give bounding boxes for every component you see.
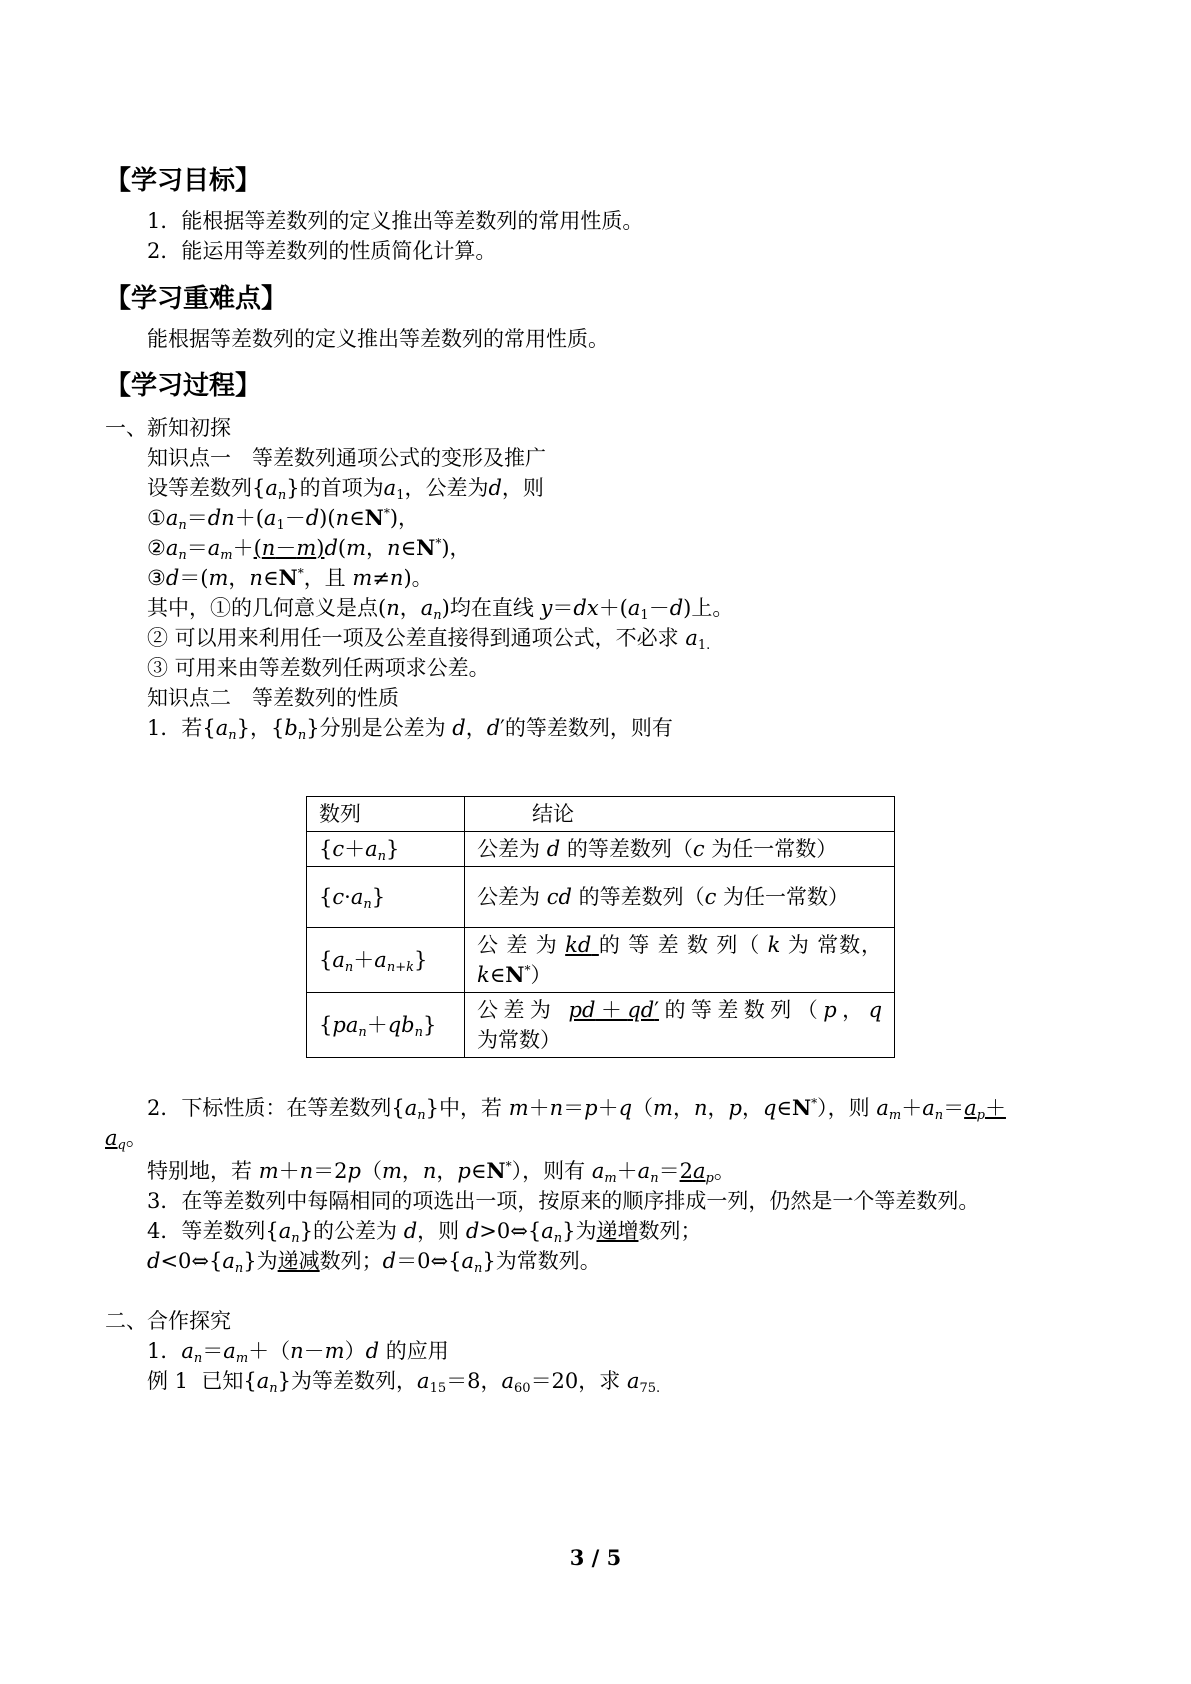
- property-4-cont: $d<0\Leftrightarrow\{a_n\}$为递减数列；$d=0\Leftrightarrow\{a_n\}$为常数列。: [147, 1249, 601, 1276]
- property-3: 3．在等差数列中每隔相同的项选出一项，按原来的顺序排成一列，仍然是一个等差数列。: [147, 1189, 980, 1213]
- table-cell-sequence: $\{c\cdot a_n\}$: [307, 867, 465, 928]
- table-cell-sequence: $\{a_n+a_{n+k}\}$: [307, 928, 465, 993]
- example-1: 例 1 已知$\{a_n\}$为等差数列，$a_{15}=8$，$a_{60}=20$，求 $a_{75.}$: [147, 1369, 661, 1396]
- table-row: [307, 832, 895, 867]
- table-cell-conclusion: 公差为 pd＋qd′的等差数列（p，q 为常数）: [465, 993, 895, 1058]
- table-header-row: [307, 797, 895, 832]
- kp2-title: 知识点二 等差数列的性质: [147, 686, 399, 710]
- table-cell-sequence: $\{pa_n+qb_n\}$: [307, 993, 465, 1058]
- geometric-meaning: 其中，①的几何意义是点(n，$a_n$)均在直线 $y=dx+(a_1-d)$上。: [147, 596, 734, 623]
- table-header-sequence: 数列: [307, 797, 465, 832]
- application-1-title: 1．$a_n=a_m+(n-m)d$ 的应用: [147, 1339, 449, 1366]
- goal-item-1: 1．能根据等差数列的定义推出等差数列的常用性质。: [147, 209, 644, 233]
- table-row: [307, 993, 895, 1058]
- table-cell-sequence: $\{c+a_n\}$: [307, 832, 465, 867]
- formula-1: $①a_n=dn+(a_1-d)(n\in N^*)$，: [147, 505, 420, 533]
- table-header-conclusion: 结论: [465, 797, 895, 832]
- property-4: 4．等差数列$\{a_n\}$的公差为 d，则 $d>0\Leftrightarrow\{a_n\}$为递增数列；: [147, 1219, 702, 1246]
- property-1-intro: 1．若$\{a_n\}$，$\{b_n\}$分别是公差为 d，d′的等差数列，则有: [147, 716, 673, 743]
- table-row: [307, 928, 895, 993]
- note-2: ② 可以用来利用任一项及公差直接得到通项公式，不必求 $a_{1.}$: [147, 626, 711, 653]
- table-cell-conclusion: 公 差 为 kd 的 等 差 数 列（ k 为 常数，k∈N*）: [465, 928, 895, 993]
- table-row: [307, 867, 895, 928]
- section-title-goals: 【学习目标】: [105, 166, 262, 196]
- property-2: 2．下标性质：在等差数列$\{a_n\}$中，若 m＋n＝p＋q（m，n，p，q∈N*），则 $a_m+a_n=a_p+$: [147, 1095, 1006, 1123]
- formula-2: $②a_n=a_m+(n-m)d(m$，n∈N*)，: [147, 535, 471, 563]
- properties-table: [306, 796, 895, 1058]
- part1-heading: 一、新知初探: [105, 416, 231, 440]
- section-title-process: 【学习过程】: [105, 371, 262, 401]
- kp1-intro: 设等差数列$\{a_n\}$的首项为$a_1$，公差为d，则: [147, 476, 544, 503]
- property-2-special: 特别地，若 m＋n＝2p（m，n，p∈N*），则有 $a_m+a_n=2a_p$。: [147, 1158, 735, 1186]
- formula-3: ③d＝(m，n∈N*，且 m≠n)。: [147, 565, 433, 590]
- property-2-cont: $a_q$。: [105, 1126, 147, 1153]
- table-cell-conclusion: 公差为 d 的等差数列（c 为任一常数）: [465, 832, 895, 867]
- section-title-key-points: 【学习重难点】: [105, 284, 288, 314]
- page-number: 3 / 5: [569, 1545, 622, 1570]
- goal-item-2: 2．能运用等差数列的性质简化计算。: [147, 239, 497, 263]
- table-cell-conclusion: 公差为 cd 的等差数列（c 为任一常数）: [465, 867, 895, 928]
- part2-heading: 二、合作探究: [105, 1309, 231, 1333]
- kp1-title: 知识点一 等差数列通项公式的变形及推广: [147, 446, 546, 470]
- note-3: ③ 可用来由等差数列任两项求公差。: [147, 656, 490, 680]
- key-points-text: 能根据等差数列的定义推出等差数列的常用性质。: [147, 327, 609, 351]
